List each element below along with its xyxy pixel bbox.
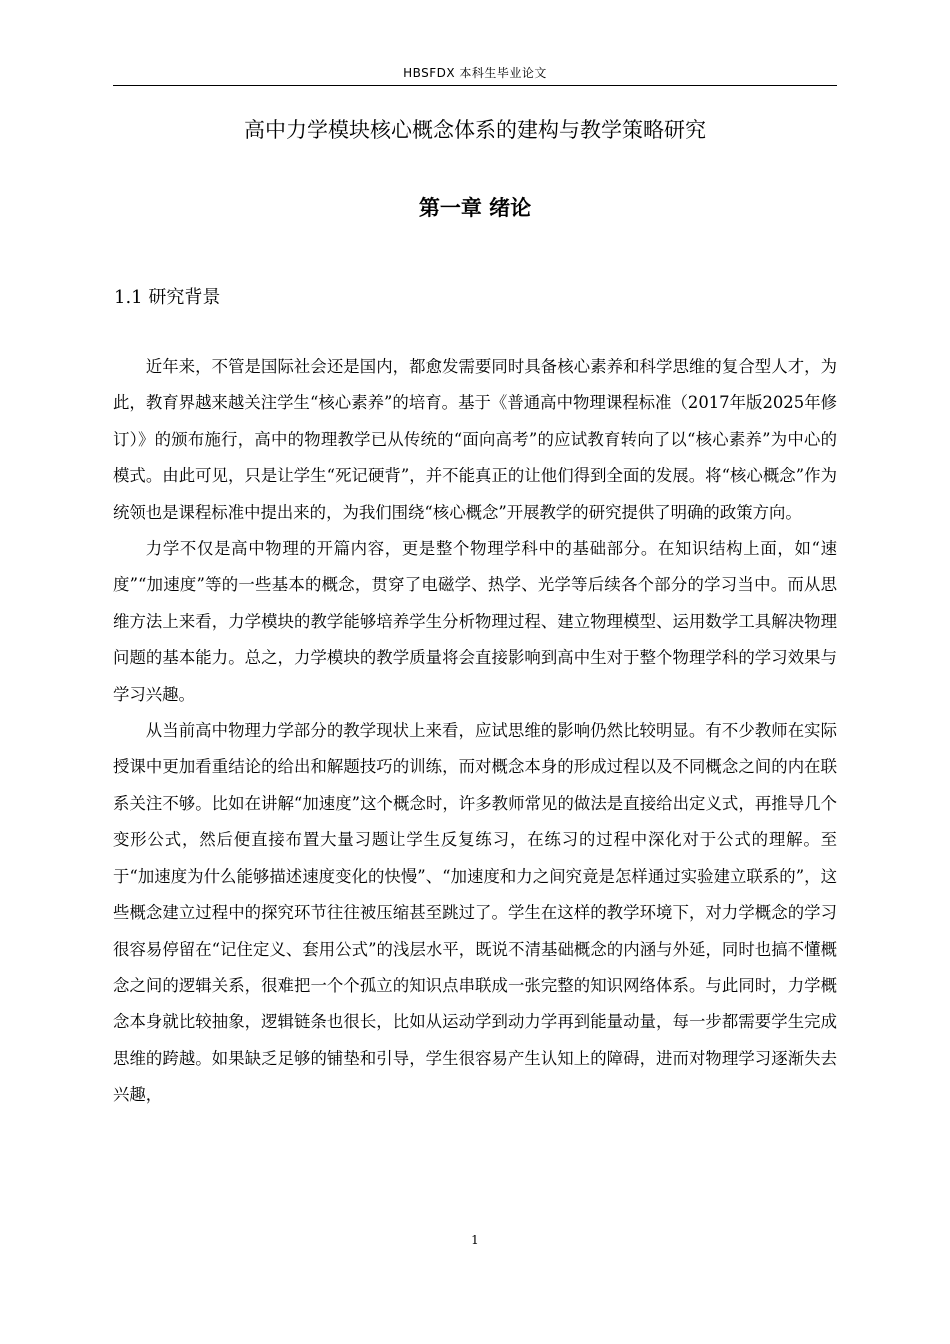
paragraph: 力学不仅是高中物理的开篇内容，更是整个物理学科中的基础部分。在知识结构上面，如“速度”“加速度”等的一些基本的概念，贯穿了电磁学、热学、光学等后续各个部分的学习当中。而从思维方法上来看，力学模块的教学能够培养学生分析物理过程、建立物理模型、运用数学工具解决物理问题的基本能力。总之，力学模块的教学质量将会直接影响到高中生对于整个物理学科的学习效果与学习兴趣。 [113, 539, 837, 704]
section-heading: 1.1 研究背景 [114, 287, 221, 308]
page-number: 1 [471, 1233, 479, 1247]
running-header: HBSFDX 本科生毕业论文 [403, 66, 547, 80]
paragraph: 从当前高中物理力学部分的教学现状上来看，应试思维的影响仍然比较明显。有不少教师在实际授课中更加看重结论的给出和解题技巧的训练，而对概念本身的形成过程以及不同概念之间的内在联系关注不够。比如在讲解“加速度”这个概念时，许多教师常见的做法是直接给出定义式，再推导几个变形公式，然后便直接布置大量习题让学生反复练习，在练习的过程中深化对于公式的理解。至于“加速度为什么能够描述速度变化的快慢”、“加速度和力之间究竟是怎样通过实验建立联系的”，这些概念建立过程中的探究环节往往被压缩甚至跳过了。学生在这样的教学环境下，对力学概念的学习很容易停留在“记住定义、套用公式”的浅层水平，既说不清基础概念的内涵与外延，同时也搞不懂概念之间的逻辑关系，很难把一个个孤立的知识点串联成一张完整的知识网络体系。与此同时，力学概念本身就比较抽象，逻辑链条也很长，比如从运动学到动力学再到能量动量，每一步都需要学生完成思维的跨越。如果缺乏足够的铺垫和引导，学生很容易产生认知上的障碍，进而对物理学习逐渐失去兴趣， [113, 721, 837, 1105]
paragraph: 近年来，不管是国际社会还是国内，都愈发需要同时具备核心素养和科学思维的复合型人才，为此，教育界越来越关注学生“核心素养”的培育。基于《普通高中物理课程标准（2017年版2025年修订）》的颁布施行，高中的物理教学已从传统的“面向高考”的应试教育转向了以“核心素养”为中心的模式。由此可见，只是让学生“死记硬背”，并不能真正的让他们得到全面的发展。将“核心概念”作为统领也是课程标准中提出来的，为我们围绕“核心概念”开展教学的研究提供了明确的政策方向。 [113, 357, 837, 522]
chapter-heading: 第一章 绪论 [418, 195, 532, 220]
header-divider [113, 85, 837, 86]
body-text [113, 349, 837, 1114]
thesis-title: 高中力学模块核心概念体系的建构与教学策略研究 [244, 118, 706, 142]
